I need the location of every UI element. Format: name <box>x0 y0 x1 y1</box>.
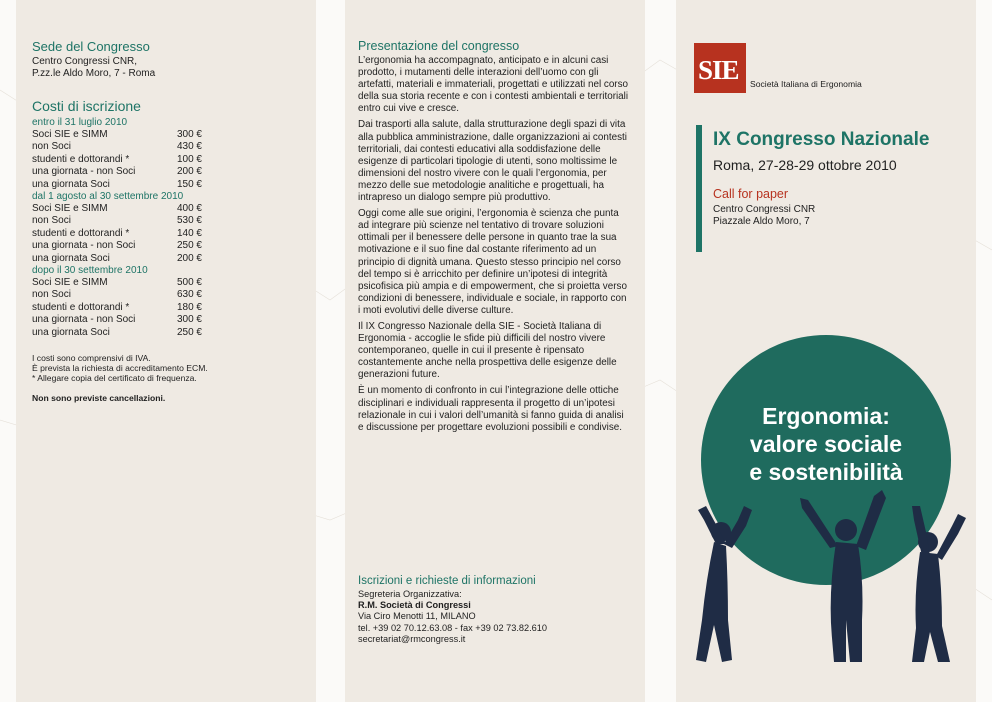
fee-row: studenti e dottorandi * 100 € <box>32 153 202 165</box>
cover-venue-line: Piazzale Aldo Moro, 7 <box>713 216 810 227</box>
fee-period <box>32 191 208 265</box>
fee-period-title: entro il 31 luglio 2010 <box>32 117 128 128</box>
accent-bar <box>696 125 702 252</box>
theme-line: Ergonomia: <box>762 403 890 429</box>
presentation-paragraph: Dai trasporti alla salute, dalla strutturazione degli spazi di vita alla pubblica amministrazione, dalle organizzazioni ai contesti territoriali, dai contesti educativi alla soddisfazione delle esigenze di particolari tipologie di utenti, sono moltissime le dimensioni del nostro vivere con le quali l’ergonomia, per mezzo delle sue metodologie analitiche e progettuali, ha intrapreso un dialogo sempre più produttivo. <box>358 119 627 204</box>
presentation-paragraph: Il IX Congresso Nazionale della SIE - Società Italiana di Ergonomia - accoglie le sfide più difficili del nostro vivere contemporaneo, quelle in cui il presente è ripensato costantemente anche nella prospettiva delle esigenze delle generazioni future. <box>358 320 617 381</box>
contact-email[interactable]: secretariat@rmcongress.it <box>358 633 466 644</box>
fee-row: una giornata Soci 250 € <box>32 326 202 338</box>
fee-row: una giornata - non Soci 250 € <box>32 240 202 252</box>
contact-heading: Iscrizioni e richieste di informazioni <box>358 575 536 587</box>
panel-cover <box>676 0 976 702</box>
presentation-heading: Presentazione del congresso <box>358 39 520 53</box>
fee-period-title: dopo il 30 settembre 2010 <box>32 265 148 277</box>
contact-address: Via Ciro Menotti 11, MILANO <box>358 611 476 622</box>
fee-row: Soci SIE e SIMM 500 € <box>32 277 202 289</box>
theme-line: valore sociale <box>749 431 903 457</box>
cover-venue-line: Centro Congressi CNR <box>713 204 816 215</box>
fee-period-title: dal 1 agosto al 30 settembre 2010 <box>32 191 184 203</box>
panel-presentation <box>345 0 645 702</box>
gutter-right <box>976 0 992 702</box>
fee-row: Soci SIE e SIMM 400 € <box>32 203 202 215</box>
sie-logo <box>694 43 746 93</box>
venue-heading: Sede del Congresso <box>32 39 150 54</box>
gutter-center-right <box>645 0 676 702</box>
call-for-paper: Call for paper <box>713 187 789 201</box>
fees-note: È prevista la richiesta di accreditamento ECM. <box>32 363 208 374</box>
fee-row: non Soci 530 € <box>32 215 202 227</box>
venue-line: P.zz.le Aldo Moro, 7 - Roma <box>32 67 156 79</box>
contact-org: R.M. Società di Congressi <box>358 600 471 611</box>
contact-label: Segreteria Organizzativa: <box>358 589 462 599</box>
society-name: Società Italiana di Ergonomia <box>750 79 862 89</box>
presentation-paragraph: È un momento di confronto in cui l’integrazione delle ottiche disciplinari e individuali rappresenta il progetto di un’ipotesi relazionale in cui i valori dell’umanità si fanno guida di analisi e discussione per progettare evoluzioni possibili e condivise. <box>358 385 624 433</box>
fees-heading: Costi di iscrizione <box>32 98 141 114</box>
figure-right <box>912 506 966 662</box>
gutter-center-left <box>316 0 345 702</box>
panel-registration <box>16 0 316 702</box>
theme-line: e sostenibilità <box>749 459 903 485</box>
fee-row: studenti e dottorandi * 180 € <box>32 301 202 313</box>
fee-row: una giornata Soci 150 € <box>32 178 202 190</box>
fees-note: * Allegare copia del certificato di frequenza. <box>32 373 197 384</box>
fee-row: una giornata Soci 200 € <box>32 252 202 264</box>
fee-row: una giornata - non Soci 200 € <box>32 166 202 178</box>
gutter-left <box>0 0 16 702</box>
figure-left <box>696 506 752 662</box>
no-cancellation-note: Non sono previste cancellazioni. <box>32 393 166 404</box>
globe-illustration <box>676 320 976 702</box>
contact-phone: tel. +39 02 70.12.63.08 - fax +39 02 73.82.610 <box>358 622 548 633</box>
presentation-paragraph: L’ergonomia ha accompagnato, anticipato e in alcuni casi prodotto, i mutamenti delle interazioni dell’uomo con gli artefatti, materiali e immateriali, progettati e utilizzati nel corso della sua storia recente e con i contesti ambientali e territoriali entro cui vive e cresce. <box>358 55 629 115</box>
fee-row: studenti e dottorandi * 140 € <box>32 227 202 239</box>
congress-title: IX Congresso Nazionale <box>713 129 930 150</box>
congress-dates: Roma, 27-28-29 ottobre 2010 <box>713 157 897 173</box>
fee-period <box>32 117 208 191</box>
fee-row: Soci SIE e SIMM 300 € <box>32 129 202 140</box>
logo-text: SIE <box>698 55 739 85</box>
venue-line: Centro Congressi CNR, <box>32 56 138 67</box>
fee-row: non Soci 430 € <box>32 141 202 153</box>
fee-period <box>32 265 208 339</box>
fees-note: I costi sono comprensivi di IVA. <box>32 353 151 364</box>
fee-row: una giornata - non Soci 300 € <box>32 314 202 326</box>
presentation-paragraph: Oggi come alle sue origini, l’ergonomia è scienza che punta ad integrare più scienze nel tentativo di trovare soluzioni ottimali per il benessere delle persone in quanto trae la sua motivazione e il suo fine dal costante riferimento ad un principio di dignità umana. Questo stesso principio nel corso del tempo si è arricchito per definire un’ipotesi di integrità psicofisica più ampia e di empowerment, che si proietta verso condizioni di benessere, individuale e sociale, in rapporto con i moti evolutivi delle diverse culture. <box>358 208 627 316</box>
fee-row: non Soci 630 € <box>32 289 202 301</box>
